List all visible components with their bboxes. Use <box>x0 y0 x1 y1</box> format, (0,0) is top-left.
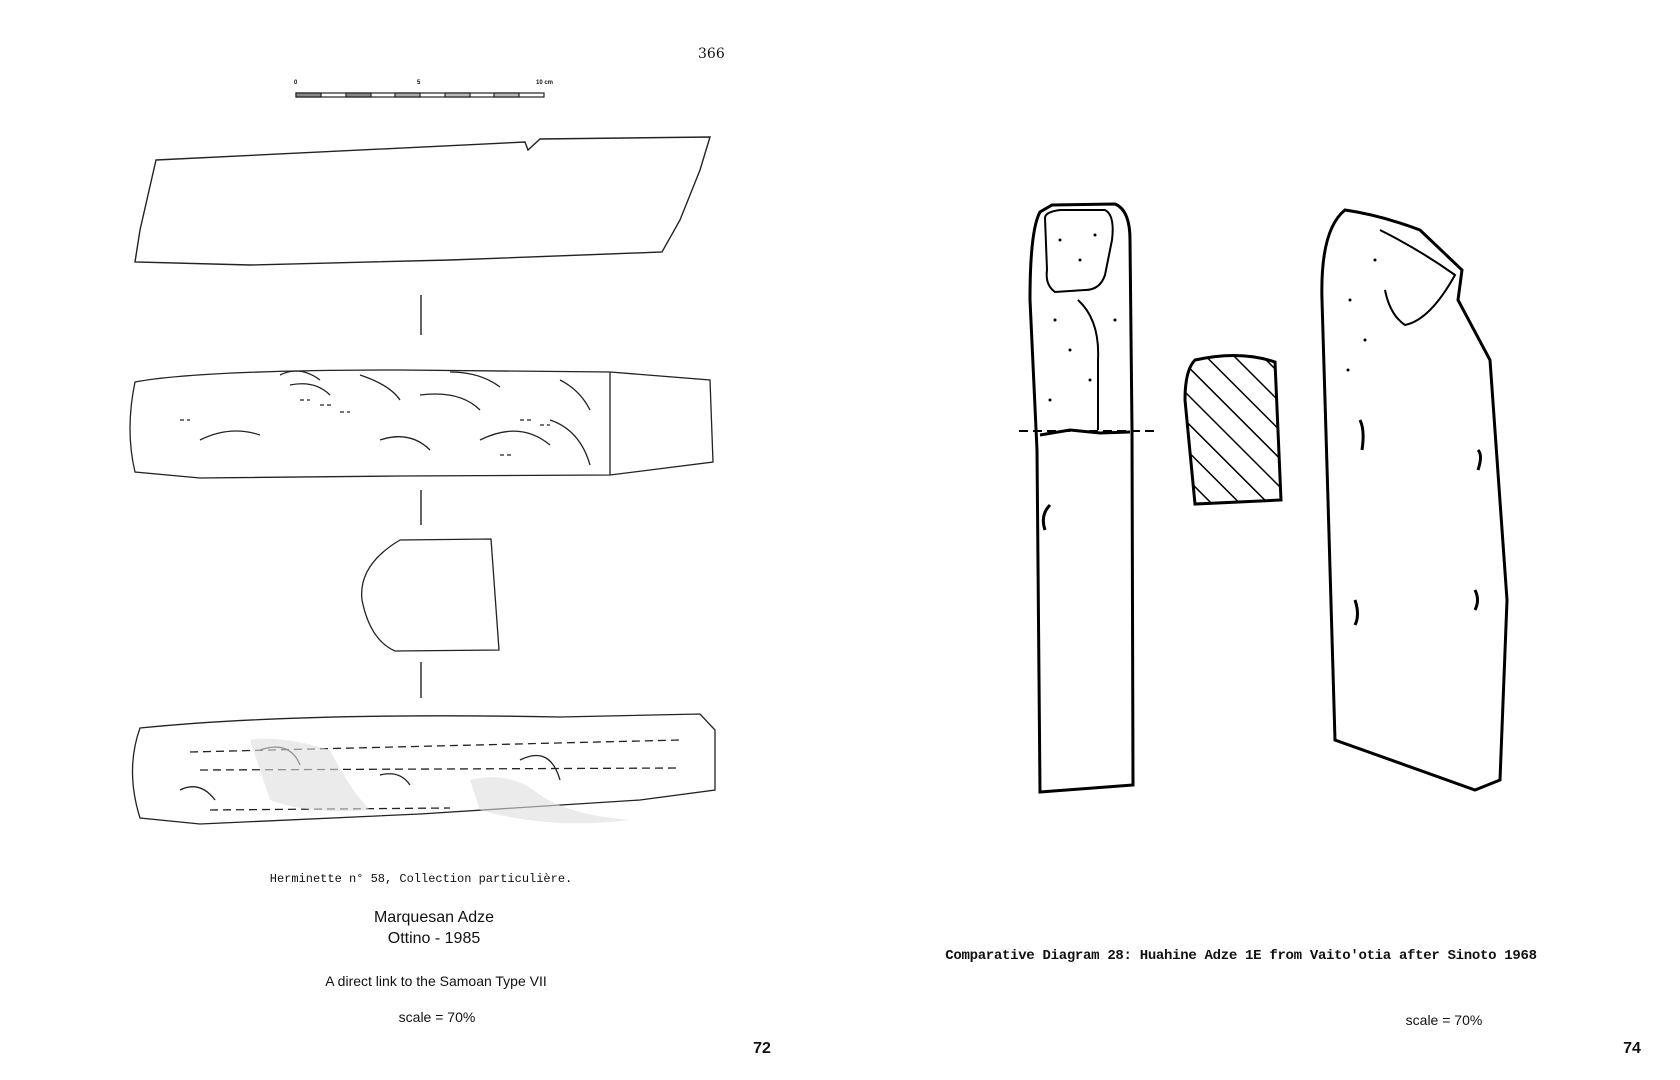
scale-label-0: 0 <box>294 80 298 86</box>
scale-label-10: 10 cm <box>536 80 554 86</box>
scale-bar <box>296 93 544 97</box>
stipple-shading <box>250 739 630 824</box>
adze-side-profile <box>135 137 710 265</box>
original-page-number: 366 <box>698 46 725 62</box>
figure-note: A direct link to the Samoan Type VII <box>325 973 547 989</box>
figure-subtitle: Ottino - 1985 <box>387 930 481 947</box>
right-scale-note: scale = 70% <box>1405 1012 1483 1028</box>
original-caption: Herminette n° 58, Collection particulière. <box>269 872 573 886</box>
scale-label-5: 5 <box>417 80 421 86</box>
hatched-cross-section <box>1185 355 1281 504</box>
right-page-number: 74 <box>1623 1040 1641 1057</box>
right-caption: Comparative Diagram 28: Huahine Adze 1E from Vaito'otia after Sinoto 1968 <box>945 948 1537 964</box>
left-page-number: 72 <box>753 1040 771 1057</box>
left-scale-note: scale = 70% <box>398 1009 476 1025</box>
adze-bottom-view <box>133 714 716 824</box>
huahine-adze-side <box>1322 210 1507 790</box>
figure-title: Marquesan Adze <box>373 909 495 926</box>
adze-top-view <box>130 370 713 478</box>
huahine-adze-front <box>1030 204 1133 792</box>
adze-cross-section <box>362 539 499 651</box>
